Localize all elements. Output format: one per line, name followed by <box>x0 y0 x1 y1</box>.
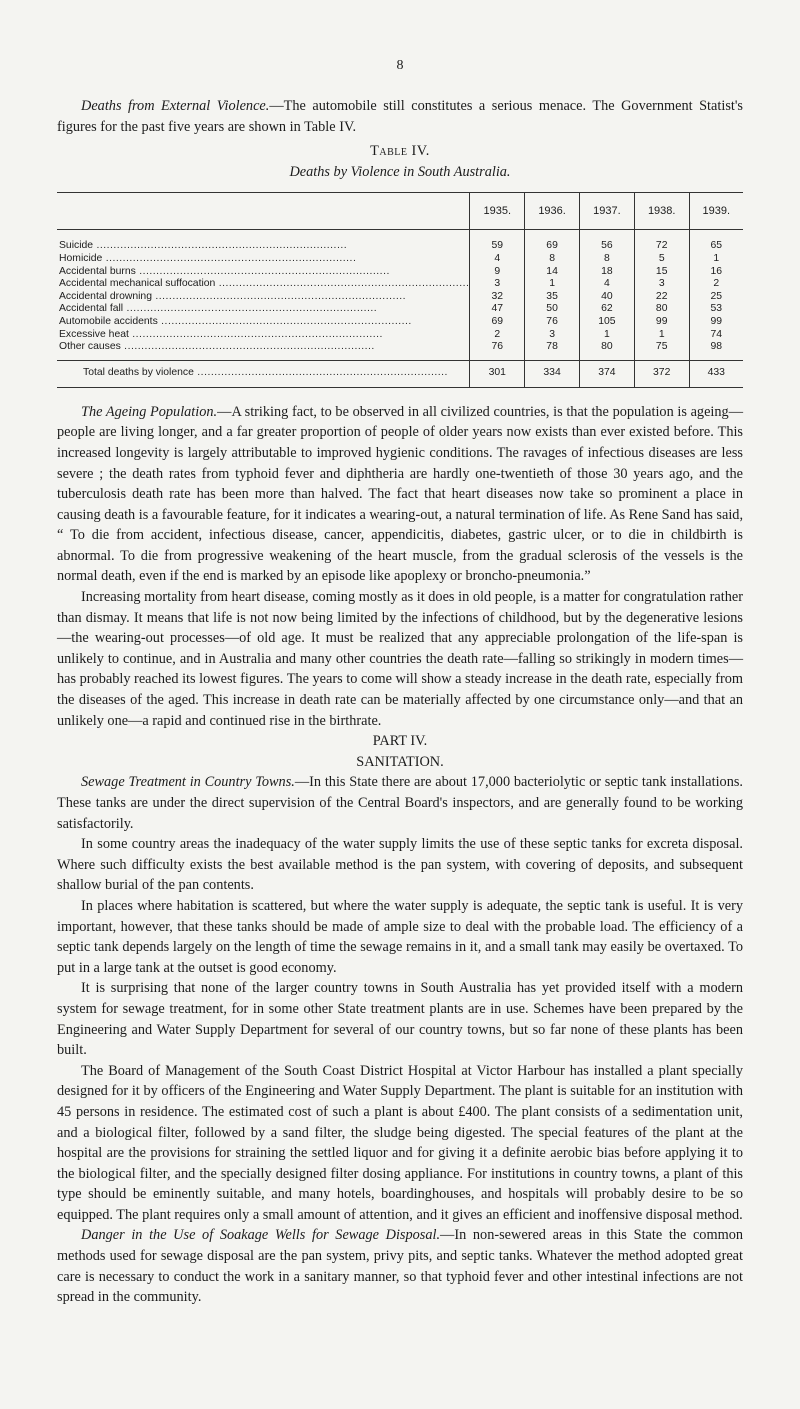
table-cell: 8 <box>579 253 634 266</box>
table-label: Table IV. <box>370 143 430 160</box>
table-cell: 69 <box>525 230 580 253</box>
sewage-paragraph-3: In places where habitation is scattered, but where the water supply is adequate, the septic tank is useful. It is very important, however, that these tanks should be made of ample size to deal with the probable load. The efficiency of a septic tank depends largely on the length of time the sewage remains in it, and a small tank may easily be overtaxed. To put in a large tank at the outset is good economy. <box>57 897 743 976</box>
table-cell: 98 <box>689 341 743 360</box>
ageing-paragraph-1 <box>57 402 743 587</box>
table-cell: 5 <box>634 253 689 266</box>
sewage-paragraph-5: The Board of Management of the South Coast District Hospital at Victor Harbour has installed a plant specially designed for it by officers of the Engineering and Water Supply Department. The plant is suitable for an institution with 45 persons in residence. The estimated cost of such a plant is about £400. The plant consists of a sedimentation unit, and a biological filter, followed by a sand filter, the sludge being digested. The special features of the plant at the hospital are the provisions for straining the settled liquor and for giving it a definite aerobic bias before applying it to the biological filter, and the specially designed filter dosing appliance. For institutions in country towns, a plant of this type should be eminently suitable, and many hotels, boardinghouses, and hospitals will probably desire to be so equipped. The plant requires only a small amount of attention, and it gives an efficient and inoffensive disposal method. <box>57 1062 743 1223</box>
header-year: 1939. <box>689 193 743 230</box>
row-label: Accidental burns ..... <box>57 266 470 279</box>
table-cell: 72 <box>634 230 689 253</box>
table-cell: 53 <box>689 303 743 316</box>
violence-deaths-table <box>57 192 743 387</box>
page-number: 8 <box>396 58 404 73</box>
table-cell: 35 <box>525 291 580 304</box>
soakage-paragraph <box>57 1225 743 1307</box>
table-row <box>57 329 743 342</box>
table-cell: 9 <box>470 266 525 279</box>
part-subtitle: SANITATION. <box>356 753 444 770</box>
table-cell: 3 <box>525 329 580 342</box>
table-cell: 80 <box>579 341 634 360</box>
table-row <box>57 303 743 316</box>
table-header-row <box>57 193 743 230</box>
table-cell: 47 <box>470 303 525 316</box>
table-cell: 4 <box>579 278 634 291</box>
table-row <box>57 316 743 329</box>
table-cell: 76 <box>470 341 525 360</box>
table-row <box>57 278 743 291</box>
row-label: Excessive heat ..... <box>57 329 470 342</box>
table-row <box>57 341 743 360</box>
table-row <box>57 291 743 304</box>
total-cell: 301 <box>470 360 525 387</box>
table-total-row <box>57 360 743 387</box>
total-cell: 372 <box>634 360 689 387</box>
table-row <box>57 266 743 279</box>
table-cell: 74 <box>689 329 743 342</box>
table-cell: 80 <box>634 303 689 316</box>
ageing-text-1: —A striking fact, to be observed in all civilized countries, is that the population is ageing—people are living longer, and a far greater proportion of people of older years now exists than ever existed before. This increased longevity is largely attributable to improved hygienic conditions. The ravages of infectious diseases are less severe ; the death rates from typhoid fever and diphtheria are hardly one-twentieth of those 30 years ago, and the tuberculosis death rate has been more than halved. The fact that heart diseases now take so prominent a place in causing death is a favourable feature, for it indicates a wearing-out, a natural termination of life. As Rene Sand has said, “ To die from accident, infectious disease, cancer, appendicitis, diabetes, gastric ulcer, or to die in childbirth is abnormal. To die from progressive weakening of the heart muscle, from the gradual sclerosis of the vessels is the normal death, even if the end is marked by an episode like apoplexy or broncho-pneumonia.” <box>57 403 744 585</box>
table-cell: 25 <box>689 291 743 304</box>
soakage-text: —In non-sewered areas in this State the common methods used for sewage disposal are the pan system, privy pits, and septic tanks. Whatever the method adopted great care is necessary to conduct the work in a sanitary manner, so that typhoid fever and other intestinal infections are not spread in the community. <box>57 1227 743 1306</box>
table-row <box>57 230 743 253</box>
table-cell: 1 <box>525 278 580 291</box>
table-cell: 50 <box>525 303 580 316</box>
header-year: 1936. <box>525 193 580 230</box>
row-label: Homicide ..... <box>57 253 470 266</box>
sewage-heading: Sewage Treatment in Country Towns. <box>81 774 295 791</box>
sewage-paragraph-2: In some country areas the inadequacy of the water supply limits the use of these septic tanks for excreta disposal. Where such difficulty exists the best available method is the pan system, with covering of deposits, and subsequent shallow burial of the pan contents. <box>57 836 743 894</box>
table-cell: 69 <box>470 316 525 329</box>
total-cell: 433 <box>689 360 743 387</box>
table-cell: 1 <box>579 329 634 342</box>
table-cell: 3 <box>470 278 525 291</box>
header-year: 1938. <box>634 193 689 230</box>
row-label: Accidental fall ..... <box>57 303 470 316</box>
table-cell: 40 <box>579 291 634 304</box>
table-cell: 1 <box>634 329 689 342</box>
table-cell: 22 <box>634 291 689 304</box>
row-label: Accidental mechanical suffocation ..... <box>57 278 470 291</box>
table-cell: 2 <box>470 329 525 342</box>
table-cell: 105 <box>579 316 634 329</box>
table-cell: 62 <box>579 303 634 316</box>
table-cell: 3 <box>634 278 689 291</box>
sewage-text-1: —In this State there are about 17,000 bacteriolytic or septic tank installations. These tanks are under the direct supervision of the Central Board's inspectors, and are generally found to be working satisfactorily. <box>57 774 743 832</box>
table-cell: 59 <box>470 230 525 253</box>
table-cell: 4 <box>470 253 525 266</box>
table-cell: 8 <box>525 253 580 266</box>
total-cell: 374 <box>579 360 634 387</box>
table-cell: 76 <box>525 316 580 329</box>
table-cell: 99 <box>634 316 689 329</box>
sewage-paragraph-4: It is surprising that none of the larger country towns in South Australia has yet provided itself with a modern system for sewage treatment, for in some other State treatment plants are in use. Schemes have been prepared by the Engineering and Water Supply Department for several of our country towns, but so far none of these plants has been built. <box>57 980 743 1059</box>
row-label: Automobile accidents ..... <box>57 316 470 329</box>
table-cell: 56 <box>579 230 634 253</box>
total-label: Total deaths by violence ..... <box>57 360 470 387</box>
table-cell: 99 <box>689 316 743 329</box>
table-row <box>57 253 743 266</box>
header-year: 1937. <box>579 193 634 230</box>
intro-paragraph <box>57 96 743 137</box>
table-cell: 15 <box>634 266 689 279</box>
table-cell: 1 <box>689 253 743 266</box>
ageing-heading: The Ageing Population. <box>81 403 218 420</box>
table-cell: 32 <box>470 291 525 304</box>
row-label: Other causes ..... <box>57 341 470 360</box>
ageing-paragraph-2: Increasing mortality from heart disease, coming mostly as it does in old people, is a matter for congratulation rather than dismay. It means that life is not now being limited by the infections of childhood, but by the degenerative lesions—the wearing-out processes—of old age. It must be realized that any appreciable prolongation of the life-span is unlikely to continue, and in Australia and many other countries the death rate—falling so strikingly in modern times—has probably reached its lowest figures. The years to come will show a steady increase in the death rate, especially from the diseases of the aged. This increase in death rate can be materially affected by one circumstance only—and that an unlikely one—a rapid and continued rise in the birthrate. <box>57 589 743 729</box>
table-cell: 78 <box>525 341 580 360</box>
table-cell: 65 <box>689 230 743 253</box>
sewage-paragraph-1 <box>57 772 743 834</box>
table-cell: 14 <box>525 266 580 279</box>
table-cell: 2 <box>689 278 743 291</box>
soakage-heading: Danger in the Use of Soakage Wells for Sewage Disposal. <box>81 1227 441 1244</box>
header-blank <box>57 193 470 230</box>
header-year: 1935. <box>470 193 525 230</box>
row-label: Suicide ..... <box>57 230 470 253</box>
table-cell: 75 <box>634 341 689 360</box>
page-content <box>57 96 743 1308</box>
total-cell: 334 <box>525 360 580 387</box>
table-cell: 16 <box>689 266 743 279</box>
table-subtitle: Deaths by Violence in South Australia. <box>289 163 511 180</box>
table-cell: 18 <box>579 266 634 279</box>
part-title: PART IV. <box>372 733 428 750</box>
intro-heading: Deaths from External Violence. <box>81 98 270 114</box>
row-label: Accidental drowning ..... <box>57 291 470 304</box>
intro-text: —The automobile still constitutes a serious menace. The Government Statist's figures for the past five years are shown in Table IV. <box>57 98 743 135</box>
